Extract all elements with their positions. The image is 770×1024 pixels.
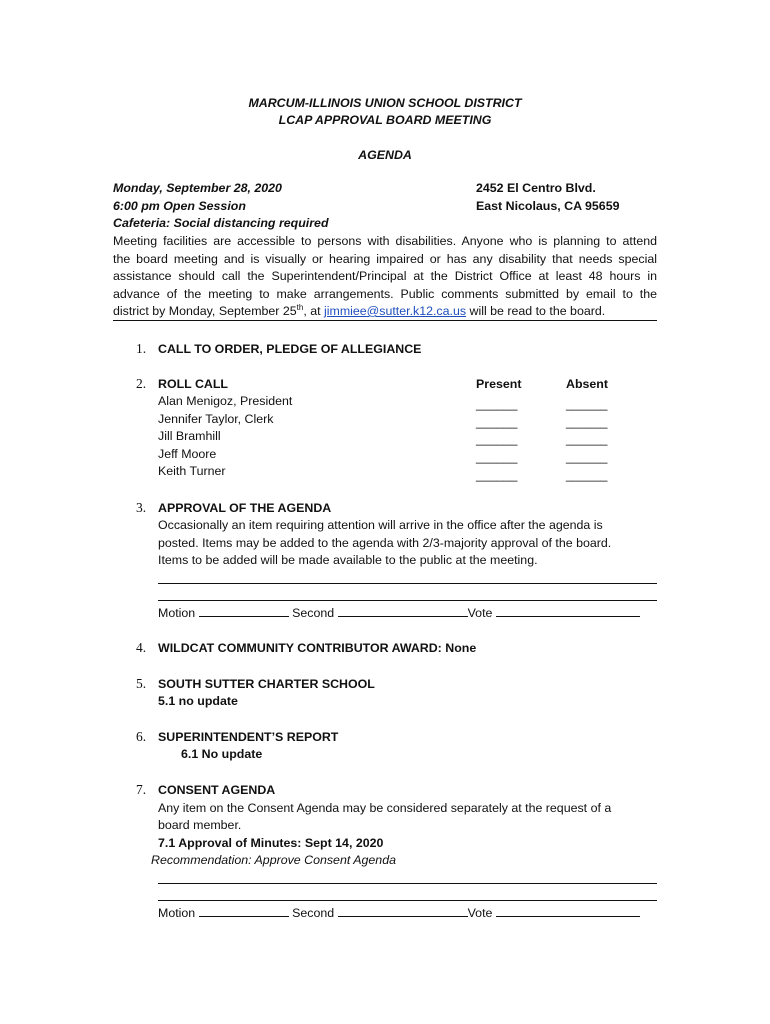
absent-blank[interactable]: ______ [566, 432, 608, 446]
absent-blank[interactable]: ______ [566, 397, 608, 411]
item-title-consent-agenda: CONSENT AGENDA [158, 783, 276, 797]
meeting-location: Cafeteria: Social distancing required [113, 216, 329, 230]
vote-row [158, 604, 640, 623]
item-title-roll-call: ROLL CALL [158, 377, 228, 391]
agenda-title: AGENDA [358, 148, 412, 162]
item-title-approval-of-agenda: APPROVAL OF THE AGENDA [158, 501, 332, 515]
district-title: MARCUM-ILLINOIS UNION SCHOOL DISTRICT [248, 96, 522, 110]
present-blank[interactable]: ______ [476, 432, 518, 446]
item-number: 7. [136, 782, 147, 797]
item-number: 2. [136, 376, 147, 391]
vote-label: Vote [467, 906, 493, 920]
item-subitem: 6.1 No update [181, 747, 263, 761]
item-title-charter-school: SOUTH SUTTER CHARTER SCHOOL [158, 677, 375, 691]
address-line-2: East Nicolaus, CA 95659 [476, 199, 620, 213]
item-title-call-to-order: CALL TO ORDER, PLEDGE OF ALLEGIANCE [158, 342, 422, 356]
item-text: Any item on the Consent Agenda may be considered separately at the request of a [158, 801, 612, 815]
meeting-title: LCAP APPROVAL BOARD MEETING [278, 113, 492, 127]
write-in-line[interactable] [158, 900, 657, 901]
item-text: Occasionally an item requiring attention will arrive in the office after the agenda is [158, 518, 603, 532]
item-subitem: 7.1 Approval of Minutes: Sept 14, 2020 [158, 836, 384, 850]
write-in-line[interactable] [158, 883, 657, 884]
write-in-line[interactable] [158, 583, 657, 584]
present-label: Present [476, 377, 522, 391]
email-link[interactable]: jimmiee@sutter.k12.ca.us [324, 304, 467, 318]
item-number: 5. [136, 676, 147, 691]
item-title-superintendent-report: SUPERINTENDENT’S REPORT [158, 730, 339, 744]
header-divider [113, 320, 657, 321]
address-line-1: 2452 El Centro Blvd. [476, 181, 596, 195]
roll-call-member: Alan Menigoz, President [158, 394, 293, 408]
item-number: 1. [136, 341, 147, 356]
motion-label: Motion [158, 906, 196, 920]
write-in-line[interactable] [158, 600, 657, 601]
meeting-date: Monday, September 28, 2020 [113, 181, 282, 195]
item-number: 4. [136, 640, 147, 655]
roll-call-member: Keith Turner [158, 464, 226, 478]
present-blank[interactable]: ______ [476, 415, 518, 429]
notice-line: district by Monday, September 25th, at jimmiee@sutter.k12.ca.us will be read to the board. [113, 302, 606, 318]
absent-label: Absent [566, 377, 608, 391]
vote-row [158, 904, 640, 923]
motion-blank[interactable] [199, 604, 289, 617]
item-subitem: 5.1 no update [158, 694, 238, 708]
vote-label: Vote [467, 606, 493, 620]
absent-blank[interactable]: ______ [566, 450, 608, 464]
present-blank[interactable]: ______ [476, 468, 518, 482]
motion-label: Motion [158, 606, 196, 620]
present-blank[interactable]: ______ [476, 450, 518, 464]
notice-line: assistance should call the Superintendent/Principal at the District Office at least 48 hours in [113, 269, 657, 283]
item-title-wildcat-award: WILDCAT COMMUNITY CONTRIBUTOR AWARD: None [158, 641, 477, 655]
vote-blank[interactable] [496, 604, 640, 617]
roll-call-member: Jeff Moore [158, 447, 217, 461]
vote-blank[interactable] [496, 904, 640, 917]
present-blank[interactable]: ______ [476, 397, 518, 411]
accessibility-notice [113, 233, 657, 321]
recommendation: Recommendation: Approve Consent Agenda [151, 853, 396, 867]
meeting-time: 6:00 pm Open Session [113, 199, 246, 213]
second-label: Second [292, 606, 335, 620]
roll-call-member: Jennifer Taylor, Clerk [158, 412, 274, 426]
motion-blank[interactable] [199, 904, 289, 917]
absent-blank[interactable]: ______ [566, 468, 608, 482]
roll-call-member: Jill Bramhill [158, 429, 221, 443]
absent-blank[interactable]: ______ [566, 415, 608, 429]
notice-line: Meeting facilities are accessible to persons with disabilities. Anyone who is planning to attend [113, 234, 657, 248]
item-text: Items to be added will be made available to the public at the meeting. [158, 553, 538, 567]
notice-line: the board meeting and is visually or hearing impaired or has any disability that needs special [113, 251, 657, 266]
second-blank[interactable] [338, 904, 468, 917]
item-number: 6. [136, 729, 147, 744]
second-label: Second [292, 906, 335, 920]
item-text: posted. Items may be added to the agenda with 2/3-majority approval of the board. [158, 536, 612, 550]
second-blank[interactable] [338, 604, 468, 617]
notice-line: advance of the meeting to make arrangements. Public comments submitted by email to the [113, 286, 657, 301]
item-number: 3. [136, 500, 147, 515]
item-text: board member. [158, 818, 242, 832]
